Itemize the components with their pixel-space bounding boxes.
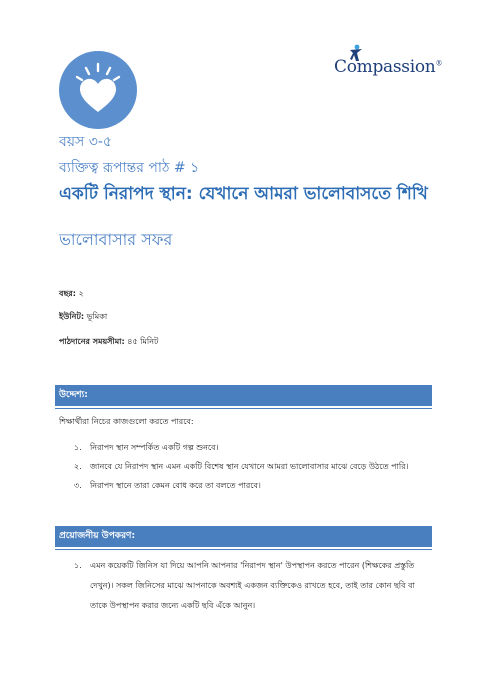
list-item: ১. নিরাপদ স্থান সম্পর্কিত একটি গল্প শুনবে। [74, 443, 219, 452]
objectives-intro: শিক্ষার্থীরা নিচের কাজগুলো করতে পারবে: [59, 417, 194, 426]
page-title: একটি নিরাপদ স্থান: যেখানে আমরা ভালোবাসতে শিখি [59, 184, 428, 204]
list-item: ১. এমন কয়েকটি জিনিস যা দিয়ে আপনি আপনার 'নিরাপদ স্থান' উপস্থাপন করতে পারেন (শিক্ষকের প্রস্তুতি দেখুন)। সকল জিনিসের মাঝে আপনাকে অবশ্যই একজন ব্যক্তিকেও রাখতে হবে, তাই তার কোন ছবি বা তাকে উপস্থাপন করার জন্যে একটি ছবি এঁকে আনুন। [74, 561, 415, 610]
list-item: ৩. নিরাপদ স্থানে তারা কেমন বোধ করে তা বলতে পারবে। [74, 481, 261, 490]
meta-unit [59, 311, 107, 324]
meta-unit-value: ভূমিকা [86, 312, 108, 321]
lesson-number: ব্যক্তিত্ব রূপান্তর পাঠ # ১ [59, 160, 200, 176]
divider [55, 408, 432, 409]
meta-time-label: পাঠদানের সময়সীমা: [59, 337, 125, 346]
divider [55, 549, 432, 550]
materials-heading: প্রয়োজনীয় উপকরণ: [55, 526, 432, 547]
meta-year-value: ২ [78, 289, 84, 298]
heart-logo [59, 51, 137, 129]
compassion-logo [334, 44, 443, 80]
meta-time [59, 336, 158, 349]
page-subtitle: ভালোবাসার সফর [59, 230, 173, 249]
meta-year-label: বছর: [59, 289, 76, 298]
meta-unit-label: ইউনিট: [59, 312, 85, 321]
heart-icon [59, 51, 137, 129]
meta-time-value: ৪৫ মিনিট [127, 337, 159, 346]
brand-name: Compassion® [334, 57, 443, 77]
list-item: ২. জানবে যে নিরাপদ স্থান এমন একটি বিশেষ স্থান যেখানে আমরা ভালোবাসার মাঝে বেড়ে উঠতে পারি। [74, 462, 409, 471]
objectives-heading: উদ্দেশ্য: [55, 385, 432, 406]
meta-year [59, 288, 84, 301]
age-range: বয়স ৩-৫ [59, 134, 112, 150]
